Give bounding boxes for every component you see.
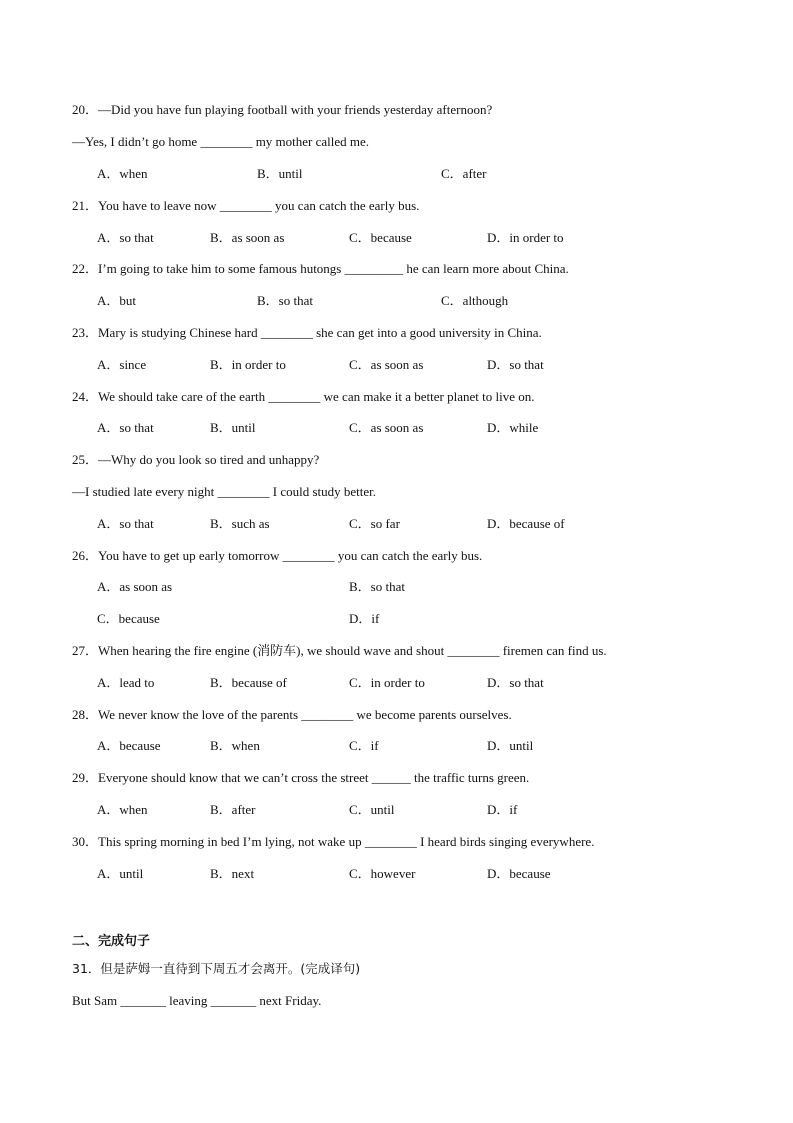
q21-option-d[interactable]: D．in order to — [487, 230, 564, 245]
q21-option-a[interactable]: A．so that — [97, 230, 154, 245]
q23-option-b[interactable]: B．in order to — [210, 357, 286, 372]
q25-option-c[interactable]: C．so far — [349, 516, 400, 531]
q26-option-b[interactable]: B．so that — [349, 579, 405, 594]
q27-option-b[interactable]: B．because of — [210, 675, 287, 690]
q28-option-b[interactable]: B．when — [210, 738, 260, 753]
q25-line-1: 25．—Why do you look so tired and unhappy? — [72, 452, 320, 467]
q23-option-a[interactable]: A．since — [97, 357, 147, 372]
q27-option-c[interactable]: C．in order to — [349, 675, 425, 690]
q20-line-2: —Yes, I didn’t go home ________ my mother called me. — [72, 134, 370, 149]
q28-option-c[interactable]: C．if — [349, 738, 379, 753]
q28-line-1: 28．We never know the love of the parents ________ we become parents ourselves. — [72, 707, 512, 722]
q29-line-1: 29．Everyone should know that we can’t cross the street ______ the traffic turns green. — [72, 770, 530, 785]
q26-option-a[interactable]: A．as soon as — [97, 579, 173, 594]
q31-prompt: 31．但是萨姆一直待到下周五才会离开。(完成译句) — [72, 961, 361, 976]
q26-option-d[interactable]: D．if — [349, 611, 380, 626]
q25-option-a[interactable]: A．so that — [97, 516, 154, 531]
q22-option-a[interactable]: A．but — [97, 293, 137, 308]
q27-option-a[interactable]: A．lead to — [97, 675, 155, 690]
q20-option-b[interactable]: B．until — [257, 166, 303, 181]
q28-option-d[interactable]: D．until — [487, 738, 534, 753]
q22-line-1: 22．I’m going to take him to some famous hutongs _________ he can learn more about China. — [72, 261, 569, 276]
q28-option-a[interactable]: A．because — [97, 738, 161, 753]
q20-option-a[interactable]: A．when — [97, 166, 148, 181]
q21-option-c[interactable]: C．because — [349, 230, 412, 245]
q29-option-d[interactable]: D．if — [487, 802, 518, 817]
q30-option-d[interactable]: D．because — [487, 866, 551, 881]
q25-line-2: —I studied late every night ________ I could study better. — [72, 484, 376, 499]
q22-option-c[interactable]: C．although — [441, 293, 509, 308]
q24-option-a[interactable]: A．so that — [97, 420, 154, 435]
q23-line-1: 23．Mary is studying Chinese hard ________ she can get into a good university in China. — [72, 325, 542, 340]
q27-line-1: 27．When hearing the fire engine (消防车), we should wave and shout ________ firemen can find us. — [72, 643, 607, 658]
q20-option-c[interactable]: C．after — [441, 166, 487, 181]
q21-option-b[interactable]: B．as soon as — [210, 230, 285, 245]
q21-line-1: 21．You have to leave now ________ you can catch the early bus. — [72, 198, 420, 213]
q27-option-d[interactable]: D．so that — [487, 675, 544, 690]
q30-line-1: 30．This spring morning in bed I’m lying, not wake up ________ I heard birds singing everywhere. — [72, 834, 595, 849]
q24-option-c[interactable]: C．as soon as — [349, 420, 424, 435]
q30-option-b[interactable]: B．next — [210, 866, 255, 881]
q29-option-b[interactable]: B．after — [210, 802, 256, 817]
q30-option-a[interactable]: A．until — [97, 866, 144, 881]
q30-option-c[interactable]: C．however — [349, 866, 416, 881]
q22-option-b[interactable]: B．so that — [257, 293, 313, 308]
q26-line-1: 26．You have to get up early tomorrow ________ you can catch the early bus. — [72, 548, 483, 563]
section-2-title: 二、完成句子 — [72, 934, 151, 949]
q24-option-b[interactable]: B．until — [210, 420, 256, 435]
q26-option-c[interactable]: C．because — [97, 611, 160, 626]
q31-answer-line[interactable]: But Sam _______ leaving _______ next Friday. — [72, 993, 322, 1008]
q25-option-b[interactable]: B．such as — [210, 516, 270, 531]
q29-option-c[interactable]: C．until — [349, 802, 395, 817]
q29-option-a[interactable]: A．when — [97, 802, 148, 817]
q25-option-d[interactable]: D．because of — [487, 516, 565, 531]
q23-option-d[interactable]: D．so that — [487, 357, 544, 372]
q20-line-1: 20．—Did you have fun playing football with your friends yesterday afternoon? — [72, 102, 493, 117]
q24-line-1: 24．We should take care of the earth ________ we can make it a better planet to live on. — [72, 389, 535, 404]
q23-option-c[interactable]: C．as soon as — [349, 357, 424, 372]
q24-option-d[interactable]: D．while — [487, 420, 539, 435]
